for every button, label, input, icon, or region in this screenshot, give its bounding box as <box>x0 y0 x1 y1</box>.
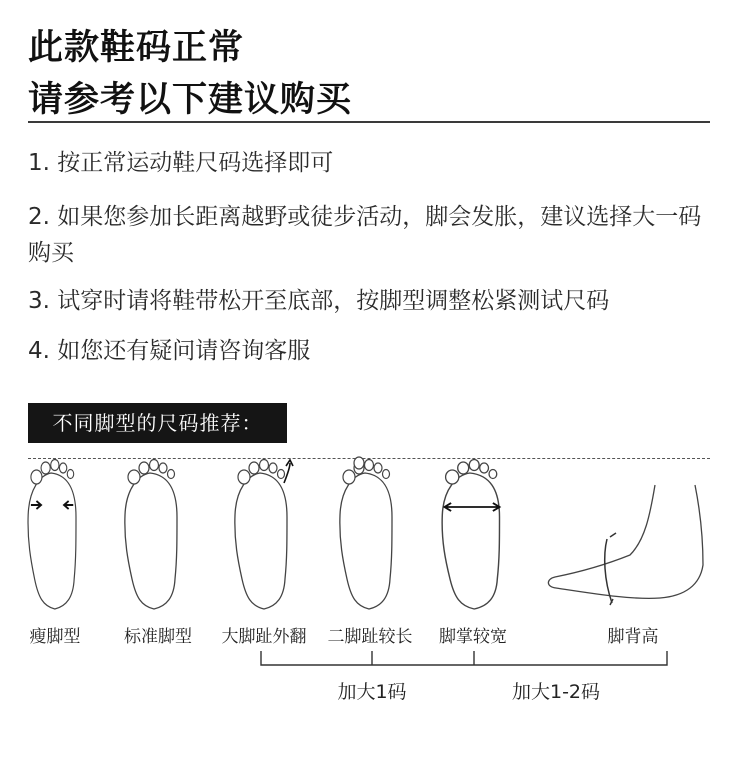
standard-foot-icon <box>125 460 177 610</box>
page-title-line-2: 请参考以下建议购买 <box>28 80 353 120</box>
recommendation-plus-1-2: 加大1-2码 <box>511 681 601 703</box>
long-second-toe-foot-icon <box>340 457 392 609</box>
foot-type-label-high-instep: 脚背高 <box>607 627 659 647</box>
bunion-foot-icon <box>235 460 293 610</box>
tip-1: 1. 按正常运动鞋尺码选择即可 <box>28 150 334 176</box>
size-recommendation-bracket <box>0 645 750 675</box>
foot-type-label-long-second-toe: 二脚趾较长 <box>327 627 413 647</box>
high-instep-foot-icon <box>548 485 703 605</box>
recommendation-plus-1: 加大1码 <box>337 681 407 703</box>
page-title-line-1: 此款鞋码正常 <box>28 28 245 68</box>
foot-type-label-bunion: 大脚趾外翻 <box>221 627 307 647</box>
section-banner: 不同脚型的尺码推荐： <box>28 403 287 443</box>
foot-type-label-wide: 脚掌较宽 <box>439 627 507 647</box>
title-divider <box>28 121 710 123</box>
foot-type-label-standard: 标准脚型 <box>124 627 192 647</box>
tip-2: 2. 如果您参加长距离越野或徒步活动，脚会发胀，建议选择大一码购买 <box>28 204 702 266</box>
wide-foot-icon <box>442 460 499 610</box>
tip-4: 4. 如您还有疑问请咨询客服 <box>28 338 311 364</box>
foot-type-label-narrow: 瘦脚型 <box>29 627 81 647</box>
narrow-foot-icon <box>28 460 76 610</box>
tip-3: 3. 试穿时请将鞋带松开至底部，按脚型调整松紧测试尺码 <box>28 288 610 314</box>
foot-illustrations <box>0 455 750 620</box>
